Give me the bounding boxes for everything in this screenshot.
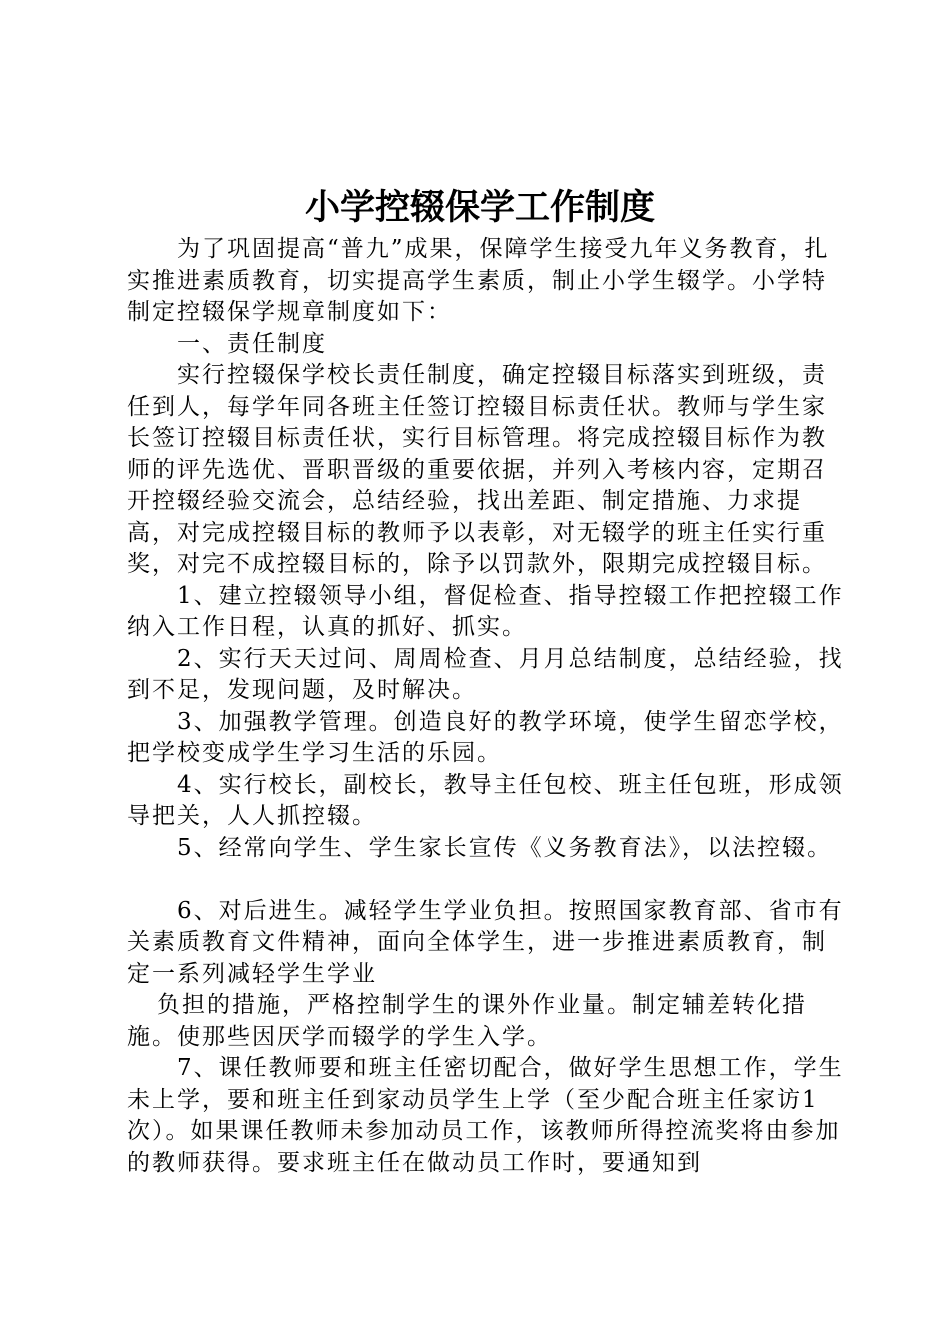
list-item-2: 2、实行天天过问、周周检查、月月总结制度，总结经验，找到不足，发现问题，及时解决。 — [127, 645, 844, 703]
list-item-5: 5、经常向学生、学生家长宣传《义务教育法》，以法控辍。 — [177, 834, 833, 861]
paragraph-responsibility: 实行控辍保学校长责任制度，确定控辍目标落实到班级，责任到人，每学年同各班主任签订控辍目标责任状。教师与学生家长签订控辍目标责任状，实行目标管理。将完成控辍目标作为教师的评先选优、晋职晋级的重要依据，并列入考核内容，定期召开控辍经验交流会，总结经验，找出差距、制定措施、力求提高，对完成控辍目标的教师予以表彰，对无辍学的班主任实行重奖，对完不成控辍目标的，除予以罚款外，限期完成控辍目标。 — [127, 362, 827, 577]
list-item-6-continuation: 负担的措施，严格控制学生的课外作业量。制定辅差转化措施。使那些因厌学而辍学的学生入学。 — [127, 992, 807, 1050]
list-item-6: 6、对后进生。减轻学生学业负担。按照国家教育部、省市有关素质教育文件精神，面向全体学生，进一步推进素质教育，制定一系列减轻学生学业 — [127, 897, 844, 987]
document-title: 小学控辍保学工作制度 — [304, 188, 655, 228]
list-item-3: 3、加强教学管理。创造良好的教学环境，使学生留恋学校，把学校变成学生学习生活的乐园。 — [127, 708, 844, 766]
paragraph-gap — [127, 864, 847, 896]
paragraph-intro: 为了巩固提高“普九”成果，保障学生接受九年义务教育，扎实推进素质教育，切实提高学生素质，制止小学生辍学。小学特制定控辍保学规章制度如下： — [127, 236, 830, 325]
document-body — [127, 234, 847, 1179]
list-item-1: 1、建立控辍领导小组，督促检查、指导控辍工作把控辍工作纳入工作日程，认真的抓好、抓实。 — [127, 582, 844, 640]
section-heading-responsibility: 一、责任制度 — [177, 330, 327, 357]
list-item-4: 4、实行校长，副校长，教导主任包校、班主任包班，形成领导把关，人人抓控辍。 — [127, 771, 844, 829]
list-item-7: 7、课任教师要和班主任密切配合，做好学生思想工作，学生未上学，要和班主任到家动员学生上学（至少配合班主任家访1次）。如果课任教师未参加动员工作，该教师所得控流奖将由参加的教师获得。要求班主任在做动员工作时，要通知到 — [127, 1055, 844, 1176]
